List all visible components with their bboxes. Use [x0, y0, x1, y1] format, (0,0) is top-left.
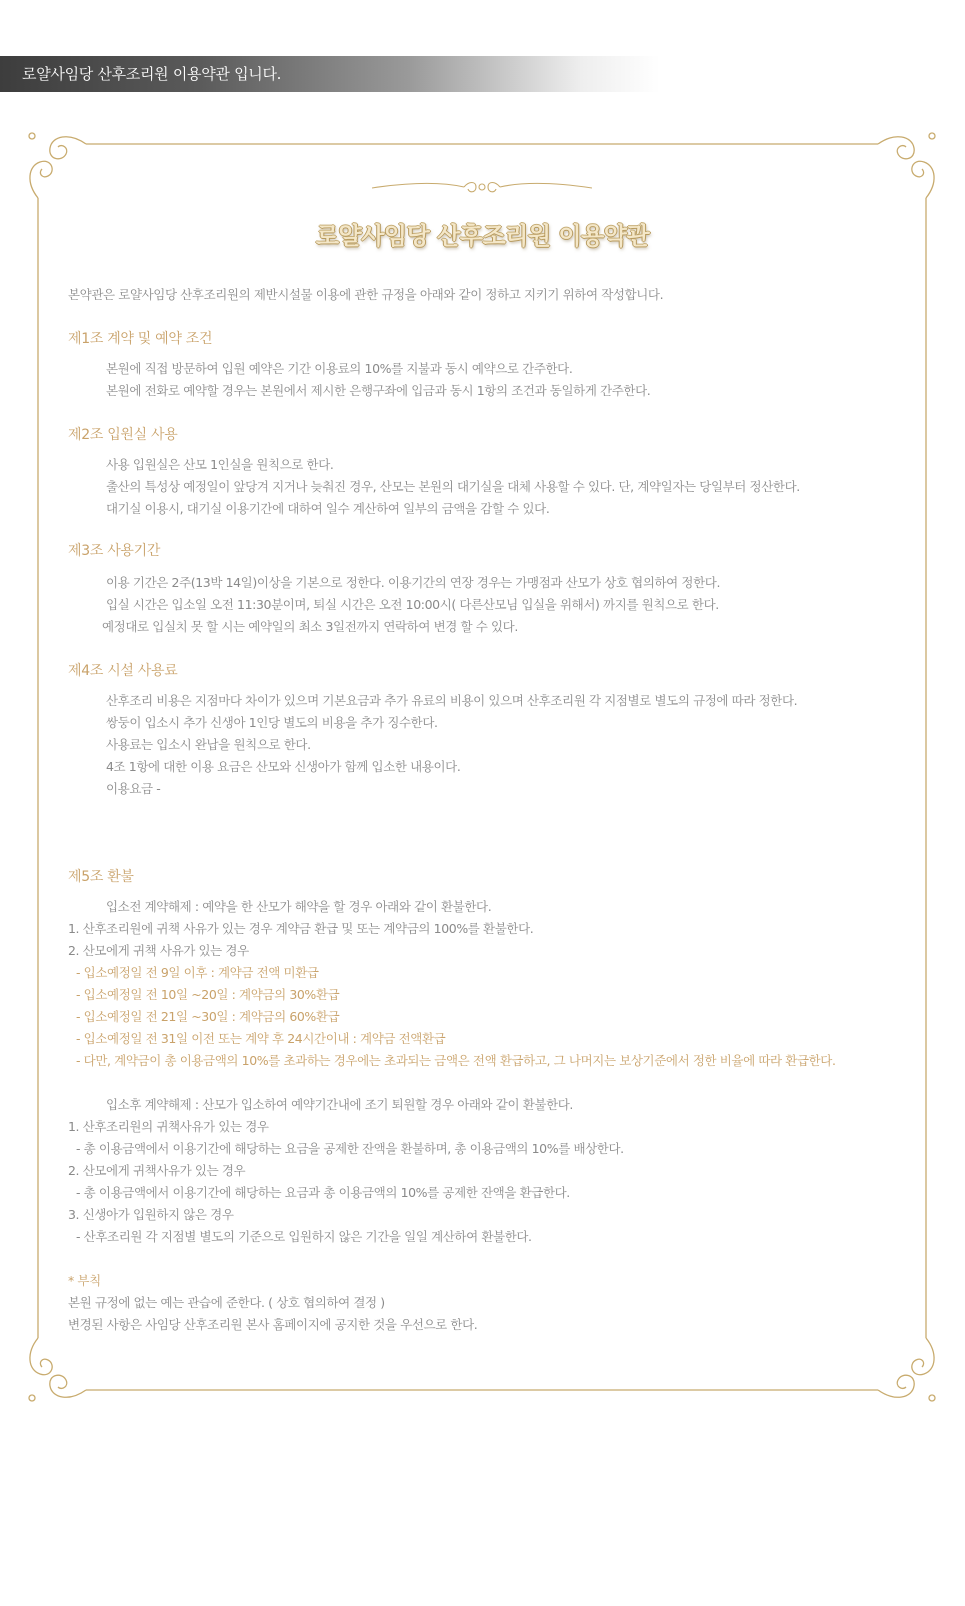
- article-1-line: 본원에 직접 방문하여 입원 예약은 기간 이용료의 10%를 지불과 동시 예약으로 간주한다.: [106, 361, 573, 376]
- article-4-heading: 제4조 시설 사용료: [68, 663, 178, 679]
- article-1-line: 본원에 전화로 예약할 경우는 본원에서 제시한 은행구좌에 입금과 동시 1항의 조건과 동일하게 간주한다.: [106, 383, 651, 398]
- article-4-line: 이용요금 -: [106, 781, 161, 796]
- refund-item: 1. 산후조리원에 귀책 사유가 있는 경우 계약금 환급 및 또는 계약금의 100%를 환불한다.: [68, 921, 534, 936]
- document-title: 로얄사임당 산후조리원 이용약관: [315, 221, 650, 250]
- article-3-line: 입실 시간은 입소일 오전 11:30분이며, 퇴실 시간은 오전 10:00시( 다른산모님 입실을 위해서) 까지를 원칙으로 한다.: [106, 597, 719, 612]
- article-5-heading: 제5조 환불: [68, 869, 134, 885]
- header-title: 로얄사임당 산후조리원 이용약관 입니다.: [22, 65, 282, 83]
- refund-after-item: - 산후조리원 각 지점별 별도의 기준으로 입원하지 않은 기간을 일일 계산하여 환불한다.: [76, 1229, 532, 1244]
- refund-after-item: - 총 이용금액에서 이용기간에 해당하는 요금과 총 이용금액의 10%를 공제한 잔액을 환급한다.: [76, 1185, 570, 1200]
- refund-subitem: - 입소예정일 전 9일 이후 : 계약금 전액 미환급: [76, 965, 319, 980]
- refund-subitem: - 입소예정일 전 31일 이전 또는 계약 후 24시간이내 : 계약금 전액환급: [76, 1031, 446, 1046]
- refund-after-item: - 총 이용금액에서 이용기간에 해당하는 요금을 공제한 잔액을 환불하며, 총 이용금액의 10%를 배상한다.: [76, 1141, 624, 1156]
- addendum-line: 변경된 사항은 사임당 산후조리원 본사 홈페이지에 공지한 것을 우선으로 한다.: [68, 1317, 478, 1332]
- header-bar: [0, 56, 660, 92]
- article-2-line: 대기실 이용시, 대기실 이용기간에 대하여 일수 계산하여 일부의 금액을 감할 수 있다.: [106, 501, 550, 516]
- article-4-line: 사용료는 입소시 완납을 원칙으로 한다.: [106, 737, 311, 752]
- addendum-line: 본원 규정에 없는 예는 관습에 준한다. ( 상호 협의하여 결정 ): [68, 1295, 385, 1310]
- article-1-heading: 제1조 계약 및 예약 조건: [68, 331, 213, 347]
- title-ornament-icon: [372, 180, 592, 196]
- article-3-line: 이용 기간은 2주(13박 14일)이상을 기본으로 정한다. 이용기간의 연장 경우는 가맹점과 산모가 상호 협의하여 정한다.: [106, 575, 721, 590]
- refund-item: 2. 산모에게 귀책 사유가 있는 경우: [68, 943, 249, 958]
- refund-after-item: 1. 산후조리원의 귀책사유가 있는 경우: [68, 1119, 269, 1134]
- refund-after-item: 2. 산모에게 귀책사유가 있는 경우: [68, 1163, 246, 1178]
- article-2-line: 사용 입원실은 산모 1인실을 원칙으로 한다.: [106, 457, 334, 472]
- article-3-heading: 제3조 사용기간: [68, 543, 161, 559]
- refund-after-item: 3. 신생아가 입원하지 않은 경우: [68, 1207, 234, 1222]
- article-2-heading: 제2조 입원실 사용: [68, 427, 178, 443]
- refund-before-intro: 입소전 계약해제 : 예약을 한 산모가 해약을 할 경우 아래와 같이 환불한다.: [106, 899, 492, 914]
- refund-subitem: - 입소예정일 전 10일 ~20일 : 계약금의 30%환급: [76, 987, 340, 1002]
- refund-subitem: - 다만, 계약금이 총 이용금액의 10%를 초과하는 경우에는 초과되는 금액은 전액 환급하고, 그 나머지는 보상기준에서 정한 비율에 따라 환급한다.: [76, 1053, 836, 1068]
- intro-text: 본약관은 로얄사임당 산후조리원의 제반시설물 이용에 관한 규정을 아래와 같이 정하고 지키기 위하여 작성합니다.: [68, 287, 664, 302]
- article-2-line: 출산의 특성상 예정일이 앞당겨 지거나 늦춰진 경우, 산모는 본원의 대기실을 대체 사용할 수 있다. 단, 계약일자는 당일부터 정산한다.: [106, 479, 800, 494]
- article-3-line: 예정대로 입실치 못 할 시는 예약일의 최소 3일전까지 연락하여 변경 할 수 있다.: [102, 619, 518, 634]
- article-4-line: 쌍둥이 입소시 추가 신생아 1인당 별도의 비용을 추가 징수한다.: [106, 715, 438, 730]
- refund-subitem: - 입소예정일 전 21일 ~30일 : 계약금의 60%환급: [76, 1009, 340, 1024]
- article-4-line: 4조 1항에 대한 이용 요금은 산모와 신생아가 함께 입소한 내용이다.: [106, 759, 461, 774]
- addendum-heading: * 부칙: [68, 1273, 101, 1288]
- refund-after-intro: 입소후 계약해제 : 산모가 입소하여 예약기간내에 조기 퇴원할 경우 아래와 같이 환불한다.: [106, 1097, 573, 1112]
- article-4-line: 산후조리 비용은 지점마다 차이가 있으며 기본요금과 추가 유료의 비용이 있으며 산후조리원 각 지점별로 별도의 규정에 따라 정한다.: [106, 693, 798, 708]
